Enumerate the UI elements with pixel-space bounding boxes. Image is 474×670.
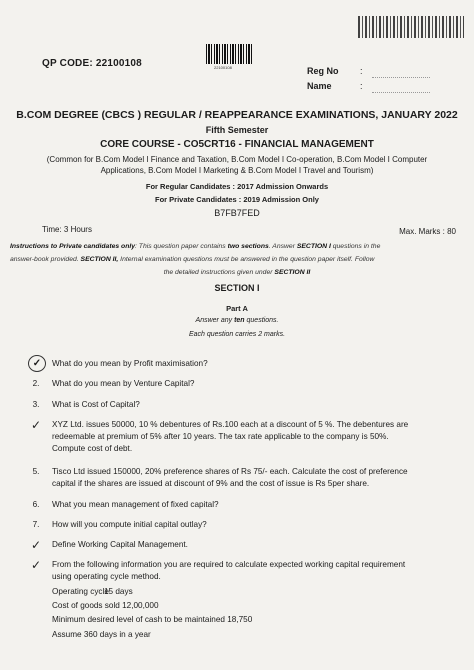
question-number <box>28 358 44 372</box>
question-text-line1: Tisco Ltd issued 150000, 20% preference shares of Rs 75/- each. Calculate the cost of preference <box>52 467 408 476</box>
instructions-line3: the detailed instructions given under SECTION II <box>163 269 311 276</box>
instructions-line2: answer-book provided. SECTION II, Internal examination questions must be answered in the question paper itself. Follow <box>10 256 375 263</box>
question-text-line3: Compute cost of debt. <box>52 444 133 453</box>
name-label: Name <box>307 81 332 91</box>
answer-instruction: Answer any ten questions. <box>195 317 279 324</box>
operating-cycle-value: 15 days <box>104 587 133 596</box>
tick-mark-icon: ✓ <box>30 558 42 572</box>
scan-stamp <box>358 16 464 38</box>
question-number: 7. <box>32 520 40 529</box>
semester: Fifth Semester <box>205 125 269 135</box>
question-text: What is Cost of Capital? <box>52 400 140 409</box>
question-number: 5. <box>32 467 40 476</box>
question-text: What do you mean by Venture Capital? <box>52 379 195 388</box>
reg-no-field <box>372 77 430 78</box>
assume-days: Assume 360 days in a year <box>52 630 151 639</box>
section-title: SECTION I <box>214 283 260 293</box>
question-text-line2: using operating cycle method. <box>52 572 161 581</box>
name-colon: : <box>360 81 363 91</box>
barcode <box>206 44 252 64</box>
qp-code: QP CODE: 22100108 <box>42 58 142 69</box>
exam-title: B.COM DEGREE (CBCS ) REGULAR / REAPPEARANCE EXAMINATIONS, JANUARY 2022 <box>16 109 458 121</box>
instructions-line1: Instructions to Private candidates only: This question paper contains two sections. Answer SECTION I questions in the <box>10 243 381 250</box>
tick-mark-icon: ✓ <box>30 418 42 432</box>
tick-mark-icon: ✓ <box>30 538 42 552</box>
question-text: What do you mean by Profit maximisation? <box>52 359 208 368</box>
time-allowed: Time: 3 Hours <box>42 225 92 234</box>
cost-of-goods-sold: Cost of goods sold 12,00,000 <box>52 601 159 610</box>
barcode-number: 22100108 <box>214 65 232 70</box>
question-text-line1: XYZ Ltd. issues 50000, 10 % debentures of Rs.100 each at a discount of 5 %. The debentures are <box>52 420 409 429</box>
course-title: CORE COURSE - CO5CRT16 - FINANCIAL MANAGEMENT <box>100 139 374 150</box>
question-text: Define Working Capital Management. <box>52 540 188 549</box>
minimum-cash-level: Minimum desired level of cash to be maintained 18,750 <box>52 615 253 624</box>
reg-colon: : <box>360 66 363 76</box>
part-title: Part A <box>226 304 248 313</box>
question-text: What you mean management of fixed capital? <box>52 500 219 509</box>
operating-cycle-label: Operating cycle <box>52 587 109 596</box>
reg-no-label: Reg No <box>307 66 339 76</box>
question-text-line2: capital if the shares are issued at discount of 9% and the cost of issue is Rs 5per share. <box>52 479 370 488</box>
private-candidates: For Private Candidates : 2019 Admission Only <box>155 195 319 204</box>
question-number: 3. <box>32 400 40 409</box>
max-marks: Max. Marks : 80 <box>399 227 456 236</box>
question-number: 6. <box>32 500 40 509</box>
regular-candidates: For Regular Candidates : 2017 Admission Onwards <box>145 182 329 191</box>
tick-mark-icon: ✓ <box>28 355 46 372</box>
marks-instruction: Each question carries 2 marks. <box>188 331 286 338</box>
common-for-line2: Applications, B.Com Model I Marketing & B.Com Model I Travel and Tourism) <box>100 166 374 175</box>
name-field <box>372 92 430 93</box>
question-text-line1: From the following information you are required to calculate expected working capital requirement <box>52 560 406 569</box>
question-text-line2: redeemable at premium of 5% after 10 years. The tax rate applicable to the company is 50%. <box>52 432 389 441</box>
common-for-line1: (Common for B.Com Model I Finance and Taxation, B.Com Model I Co-operation, B.Com Model I Computer <box>46 155 428 164</box>
paper-code: B7FB7FED <box>214 208 260 218</box>
question-text: How will you compute initial capital outlay? <box>52 520 207 529</box>
question-number: 2. <box>32 379 40 388</box>
